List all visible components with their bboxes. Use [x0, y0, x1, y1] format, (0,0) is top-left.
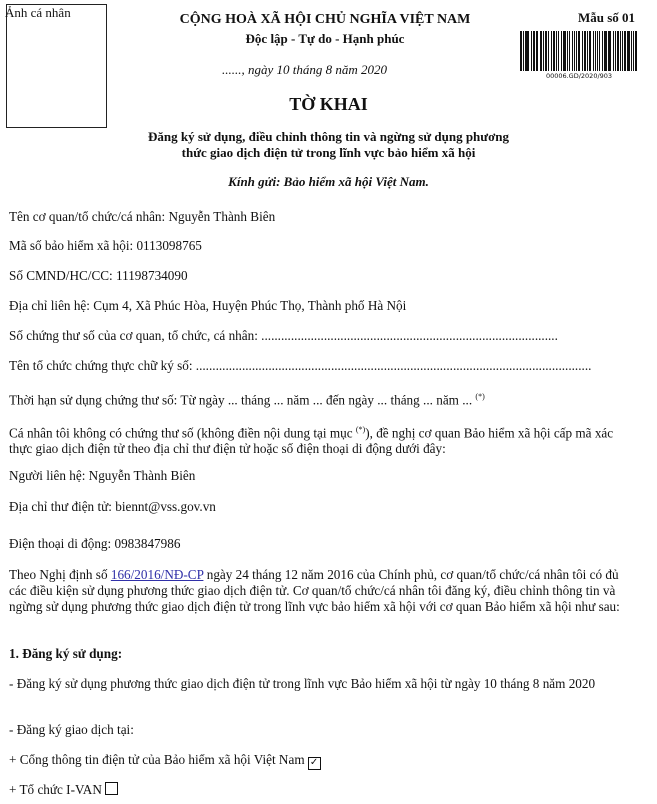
barcode-bar: [572, 31, 574, 71]
cert-validity-text: Thời hạn sử dụng chứng thư số: Từ ngày ... tháng ... năm ... đến ngày ... tháng ... năm ...: [9, 392, 476, 408]
barcode-bar: [574, 31, 575, 71]
barcode-bar: [595, 31, 596, 71]
field-cert-number: Số chứng thư số của cơ quan, tổ chức, cá nhân: ..........................................................................................: [9, 328, 558, 343]
field-address: Địa chỉ liên hệ: Cụm 4, Xã Phúc Hòa, Huyện Phúc Thọ, Thành phố Hà Nội: [9, 298, 407, 313]
date-line: ......, ngày 10 tháng 8 năm 2020: [222, 62, 388, 77]
barcode-bar: [584, 31, 587, 71]
option-portal: [9, 752, 321, 770]
field-cert-org: Tên tổ chức chứng thực chữ ký số: ........................................................................................................................: [9, 358, 592, 373]
no-cert-text-a: Cá nhân tôi không có chứng thư số (không điền nội dung tại mục: [9, 425, 356, 441]
barcode-bar: [561, 31, 563, 71]
barcode-bar: [551, 31, 552, 71]
barcode: [520, 31, 638, 71]
option-ivan: [9, 782, 118, 798]
decree-paragraph: [9, 567, 639, 615]
section-1-heading: 1. Đăng ký sử dụng:: [9, 646, 123, 661]
barcode-bar: [613, 31, 614, 71]
barcode-bar: [635, 31, 637, 71]
barcode-bar: [548, 31, 549, 71]
barcode-bar: [620, 31, 621, 71]
barcode-bar: [609, 31, 611, 71]
barcode-bar: [543, 31, 544, 71]
contact-phone: Điện thoại di động: 0983847986: [9, 536, 181, 551]
barcode-bar: [624, 31, 626, 71]
subtitle-line-1: Đăng ký sử dụng, điều chỉnh thông tin và ngừng sử dụng phương: [147, 129, 510, 144]
decree-text-b: ngày 24 tháng 12 năm 2016 của Chính phủ, cơ quan/tổ chức/cá nhân tôi có đủ các điều kiện sử dụng phương thức giao dịch điện tử. Cơ quan/tổ chức/cá nhân tôi đăng ký, điều chỉnh thông tin và ngừng sử dụng phương thức giao dịch điện tử trong lĩnh vực bảo hiểm xã hội với cơ quan Bảo hiểm xã hội như sau:: [9, 567, 620, 614]
contact-person: Người liên hệ: Nguyễn Thành Biên: [9, 468, 196, 483]
barcode-number: 00006.GD/2020/903: [545, 72, 613, 80]
field-cert-validity: [9, 389, 485, 408]
barcode-bar: [587, 31, 588, 71]
ivan-checkbox[interactable]: [105, 782, 118, 795]
barcode-bar: [520, 31, 522, 71]
barcode-bar: [633, 31, 634, 71]
national-title: CỘNG HOÀ XÃ HỘI CHỦ NGHĨA VIỆT NAM: [179, 12, 471, 27]
decree-link[interactable]: 166/2016/NĐ-CP: [110, 567, 204, 582]
document-title: TỜ KHAI: [289, 94, 368, 114]
barcode-bar: [567, 31, 568, 71]
field-insurance-code: Mã số bảo hiểm xã hội: 0113098765: [9, 238, 202, 253]
no-cert-text-b: ), đề nghị cơ quan Bảo hiểm xã hội cấp mã xác thực giao dịch điện tử theo địa chỉ thư điện tử hoặc số điện thoại di động dưới đây:: [9, 425, 614, 457]
barcode-bar: [545, 31, 548, 71]
barcode-bar: [556, 31, 557, 71]
option-ivan-label: + Tổ chức I-VAN: [9, 782, 102, 797]
motto: Độc lập - Tự do - Hạnh phúc: [245, 31, 405, 46]
barcode-bar: [593, 31, 594, 71]
barcode-bar: [526, 31, 529, 71]
barcode-bar: [533, 31, 535, 71]
barcode-bar: [537, 31, 538, 71]
barcode-bar: [540, 31, 542, 71]
barcode-bar: [602, 31, 603, 71]
barcode-bar: [525, 31, 526, 71]
barcode-bar: [599, 31, 600, 71]
field-id-number: Số CMND/HC/CC: 11198734090: [9, 268, 188, 283]
no-cert-paragraph: [9, 422, 639, 457]
field-org-name: Tên cơ quan/tổ chức/cá nhân: Nguyễn Thành Biên: [9, 209, 276, 224]
barcode-bar: [523, 31, 524, 71]
barcode-bar: [631, 31, 632, 71]
barcode-bar: [578, 31, 580, 71]
barcode-bar: [553, 31, 555, 71]
barcode-bar: [622, 31, 623, 71]
decree-text-a: Theo Nghị định số: [9, 567, 111, 582]
barcode-bar: [604, 31, 607, 71]
option-portal-label: + Cổng thông tin điện tử của Bảo hiểm xã hội Việt Nam: [9, 752, 305, 767]
form-number: Mẫu số 01: [577, 10, 635, 25]
barcode-bar: [617, 31, 619, 71]
no-cert-mark: (*): [355, 425, 366, 434]
cert-validity-mark: (*): [475, 392, 485, 401]
barcode-bar: [563, 31, 566, 71]
barcode-bar: [589, 31, 591, 71]
contact-email: Địa chỉ thư điện tử: biennt@vss.gov.vn: [9, 499, 216, 514]
portal-checkbox[interactable]: ✓: [308, 757, 321, 770]
barcode-bar: [597, 31, 599, 71]
section-1-item-1: - Đăng ký sử dụng phương thức giao dịch điện tử trong lĩnh vực Bảo hiểm xã hội từ ngày 10 tháng 8 năm 2020: [9, 676, 596, 691]
barcode-bar: [576, 31, 577, 71]
barcode-bar: [531, 31, 532, 71]
subtitle-line-2: thức giao dịch điện tử trong lĩnh vực bảo hiểm xã hội: [181, 145, 476, 160]
barcode-bar: [582, 31, 583, 71]
barcode-bar: [627, 31, 630, 71]
recipient: Kính gửi: Bảo hiểm xã hội Việt Nam.: [228, 174, 429, 189]
section-1-item-2: - Đăng ký giao dịch tại:: [9, 722, 134, 737]
barcode-bar: [569, 31, 570, 71]
barcode-bar: [615, 31, 616, 71]
barcode-bar: [558, 31, 559, 71]
barcode-bar: [536, 31, 537, 71]
barcode-bar: [608, 31, 609, 71]
photo-label: Ảnh cá nhân: [5, 5, 71, 20]
